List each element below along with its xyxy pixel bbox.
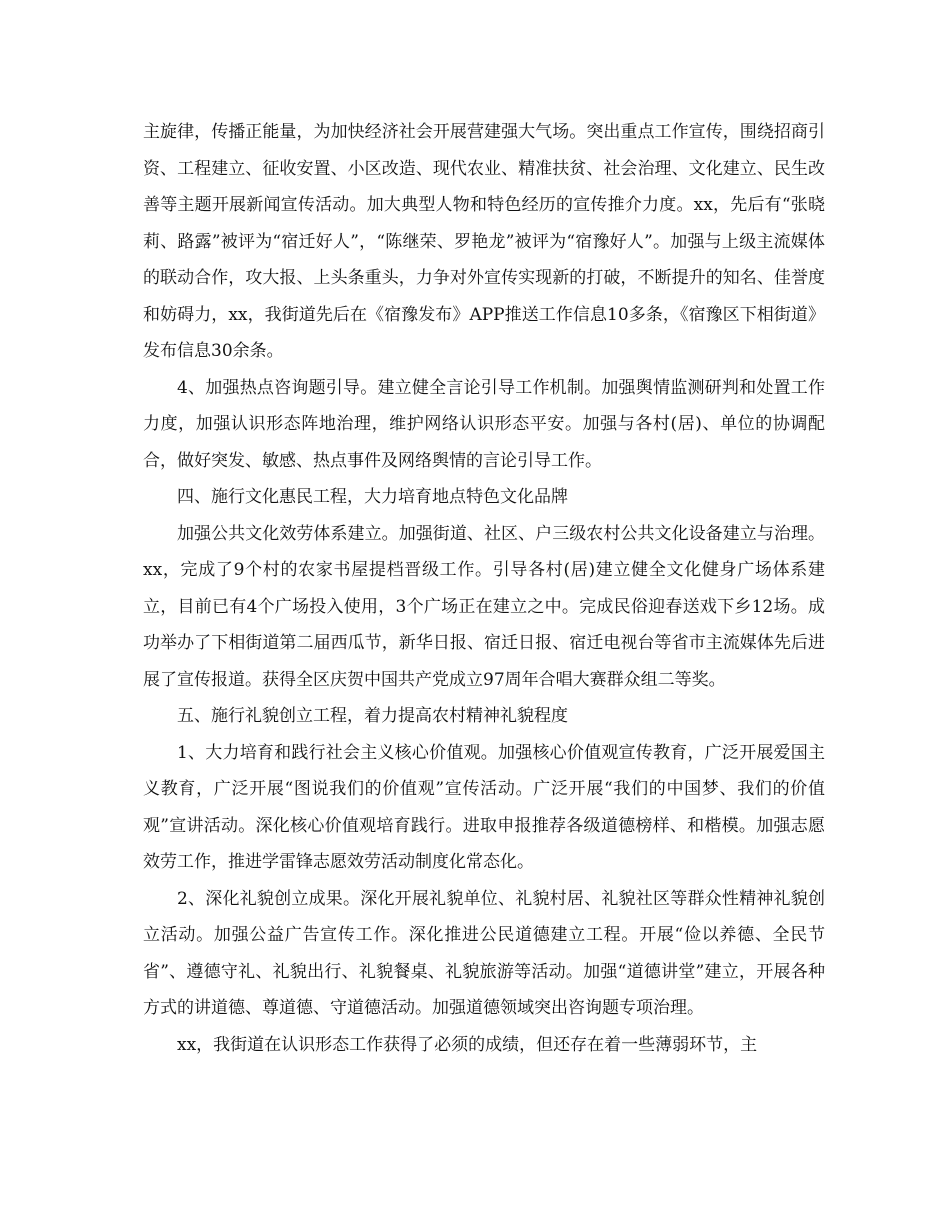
paragraph-6: 1、大力培育和践行社会主义核心价值观。加强核心价值观宣传教育，广泛开展爱国主义教育，广泛开展“图说我们的价值观”宣传活动。广泛开展“我们的中国梦、我们的价值观”宣讲活动。深化核心价值观培育践行。进取申报推荐各级道德榜样、和楷模。加强志愿效劳工作，推进学雷锋志愿效劳活动制度化常态化。: [143, 742, 825, 872]
paragraph-2: 4、加强热点咨询题引导。建立健全言论引导工作机制。加强舆情监测研判和处置工作力度，加强认识形态阵地治理，维护网络认识形态平安。加强与各村(居)、单位的协调配合，做好突发、敏感、热点事件及网络舆情的言论引导工作。: [143, 377, 825, 471]
paragraph-8: xx，我街道在认识形态工作获得了必须的成绩，但还存在着一些薄弱环节，主: [177, 1034, 758, 1055]
paragraph-4: 加强公共文化效劳体系建立。加强街道、社区、户三级农村公共文化设备建立与治理。xx，完成了9个村的农家书屋提档晋级工作。引导各村(居)建立健全文化健身广场体系建立，目前已有4个广场投入使用，3个广场正在建立之中。完成民俗迎春送戏下乡12场。成功举办了下相街道第二届西瓜节，新华日报、宿迁日报、宿迁电视台等省市主流媒体先后进展了宣传报道。获得全区庆贺中国共产党成立97周年合唱大赛群众组二等奖。: [143, 523, 825, 690]
section-heading-4: 四、施行文化惠民工程，大力培育地点特色文化品牌: [177, 487, 568, 507]
section-heading-5: 五、施行礼貌创立工程，着力提高农村精神礼貌程度: [177, 706, 568, 726]
document-body: [143, 114, 825, 1063]
paragraph-1: 主旋律，传播正能量，为加快经济社会开展营建强大气场。突出重点工作宣传，围绕招商引资、工程建立、征收安置、小区改造、现代农业、精准扶贫、社会治理、文化建立、民生改善等主题开展新闻宣传活动。加大典型人物和特色经历的宣传推介力度。xx，先后有“张晓莉、路露”被评为“宿迁好人”，“陈继荣、罗艳龙”被评为“宿豫好人”。加强与上级主流媒体的联动合作，攻大报、上头条重头，力争对外宣传实现新的打破，不断提升的知名、佳誉度和妨碍力，xx，我街道先后在《宿豫发布》APP推送工作信息10多条，《宿豫区下相街道》发布信息30余条。: [143, 122, 825, 361]
paragraph-7: 2、深化礼貌创立成果。深化开展礼貌单位、礼貌村居、礼貌社区等群众性精神礼貌创立活动。加强公益广告宣传工作。深化推进公民道德建立工程。开展“俭以养德、全民节省”、遵德守礼、礼貌出行、礼貌餐桌、礼貌旅游等活动。加强“道德讲堂”建立，开展各种方式的讲道德、尊道德、守道德活动。加强道德领域突出咨询题专项治理。: [143, 888, 825, 1018]
